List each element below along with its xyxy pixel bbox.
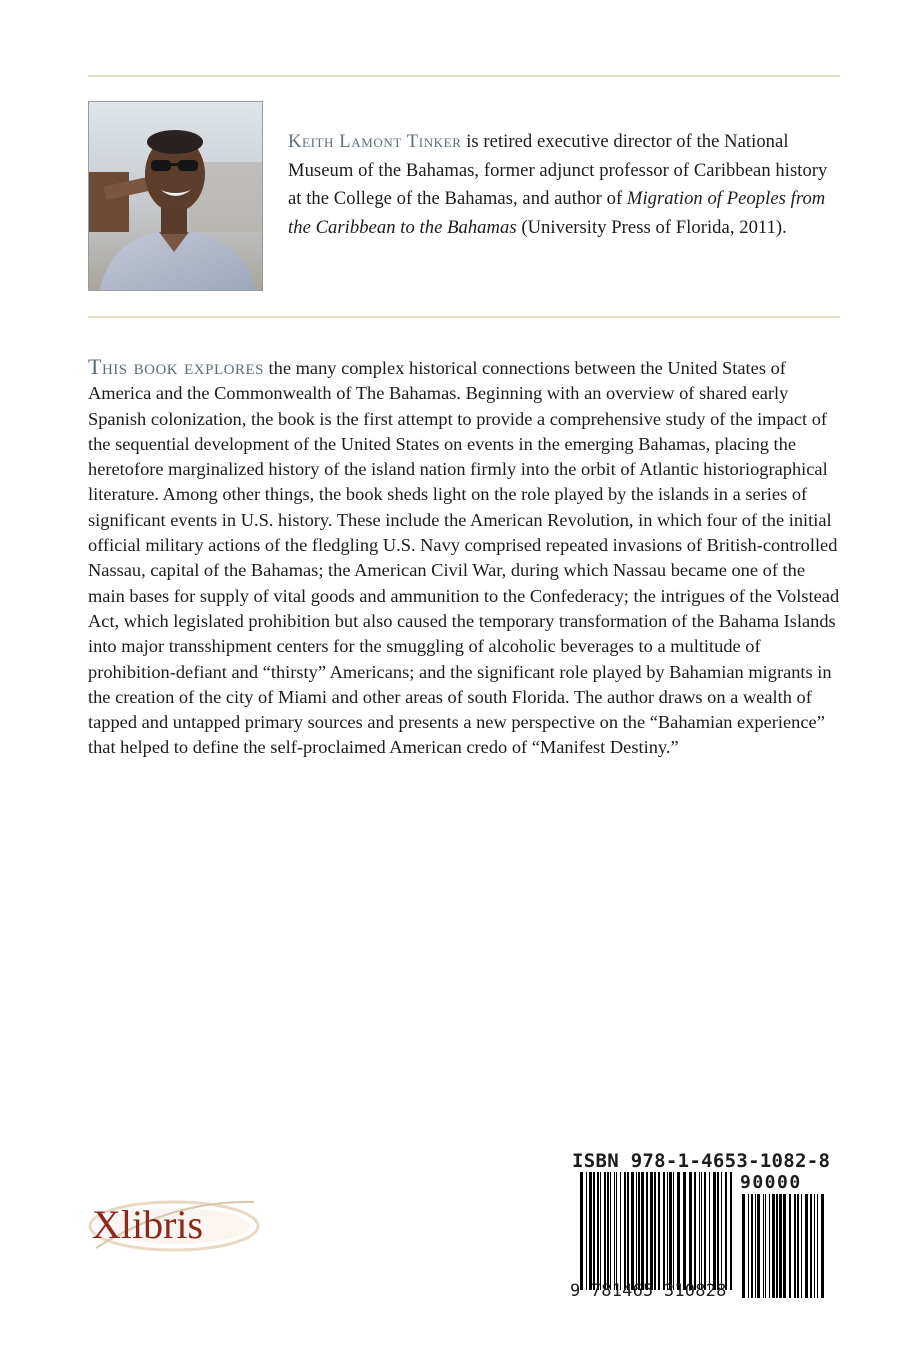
barcode-bar [624,1172,626,1290]
barcode-bar [627,1172,629,1290]
barcode-bar [589,1172,592,1290]
author-bio [288,128,840,242]
publisher-logo [82,1192,262,1260]
barcode-bar [663,1172,665,1290]
barcode-bar [763,1194,764,1298]
description-lead: This book explores [88,354,264,379]
barcode-bar [730,1172,732,1290]
barcode-bar [620,1172,621,1290]
barcode-bar [689,1172,692,1290]
barcode-bar [797,1194,799,1298]
barcode-bar [650,1172,653,1290]
barcode-bar [593,1172,595,1290]
isbn-label: ISBN 978-1-4653-1082-8 [572,1150,831,1172]
book-description [88,354,840,761]
publisher-logo-text: Xlibris [92,1202,204,1247]
barcode-bar [810,1194,812,1298]
bio-book-title: Migration of Peoples from the Caribbean to the Bahamas [288,188,826,238]
barcode-bar [805,1194,808,1298]
description-body: the many complex historical connections between the United States of America and the Commonwealth of The Bahamas. Beginning with an overview of shared early Spanish colonization, the book is the first attempt to provide a comprehensive study of the impact of the sequential development of the United States on events in the emerging Bahamas, placing the heretofore marginalized history of the island nation firmly into the orbit of Atlantic historiographical literature. Among other things, the book sheds light on the role played by the islands in a series of significant events in U.S. history. These include the American Revolution, in which four of the initial official military actions of the fledgling U.S. Navy comprised repeated invasions of British-controlled Nassau, capital of the Bahamas; the American Civil War, during which Nassau became one of the main bases for supply of vital goods and ammunition to the Confederacy; the intrigues of the Volstead Act, which legislated prohibition but also caused the temporary transformation of the Bahama Islands into major transshipment centers for the smuggling of alcoholic beverages to a multitude of prohibition-defiant and “thirsty” Americans; and the significant role played by Bahamian migrants in the creation of the city of Miami and other areas of south Florida. The author draws on a wealth of tapped and untapped primary sources and presents a new perspective on the “Bahamian experience” that helped to define the self-proclaimed American credo of “Manifest Destiny.” [88,358,840,758]
barcode-bar [704,1172,706,1290]
barcode-bar [765,1194,766,1298]
barcode-bar [769,1194,770,1298]
barcode-bar [709,1172,710,1290]
barcode-bar [658,1172,660,1290]
barcode-bar [610,1172,611,1290]
barcode-bar [636,1172,637,1290]
barcode-bar [616,1172,617,1290]
barcode-bar [638,1172,640,1290]
author-photo [88,101,263,291]
barcode-bar [821,1194,824,1298]
barcode-bar [673,1172,674,1290]
bio-text-2: (University Press of Florida, 2011). [516,216,787,238]
barcode-bar [604,1172,606,1290]
barcode-bar [721,1172,722,1290]
isbn-barcode [570,1150,832,1306]
barcode-bar [631,1172,634,1290]
barcode-bar [641,1172,644,1290]
barcode-bar [757,1194,760,1298]
barcode-bar [779,1194,782,1298]
barcode-bar [646,1172,648,1290]
barcode-bar [683,1172,686,1290]
barcode-bar [694,1172,696,1290]
barcode-bar [580,1172,583,1290]
barcode-bar [677,1172,680,1290]
barcode-addon-number: 90000 [740,1172,802,1193]
barcode-digits: 9 781465 310828 [570,1281,727,1301]
barcode-bar [748,1194,749,1298]
barcode-bar [701,1172,702,1290]
barcode-addon-bars [742,1194,826,1298]
barcode-bar [794,1194,796,1298]
barcode-bar [600,1172,601,1290]
barcode-bar [755,1194,756,1298]
barcode-bar [597,1172,599,1290]
barcode-bar [776,1194,778,1298]
barcode-bar [586,1172,587,1290]
barcode-bar [751,1194,753,1298]
barcode-bar [607,1172,609,1290]
barcode-bar [772,1194,775,1298]
barcode-bar [742,1194,745,1298]
author-name: Keith Lamont Tinker [288,131,462,152]
barcode-bars [580,1172,736,1290]
barcode-bar [713,1172,716,1290]
barcode-bar [654,1172,656,1290]
barcode-bar [699,1172,700,1290]
bio-text-1: is retired executive director of the National Museum of the Bahamas, former adjunct professor of Caribbean history at the College of the Bahamas, and author of [288,131,828,209]
barcode-bar [667,1172,668,1290]
barcode-bar [817,1194,818,1298]
barcode-bar [717,1172,719,1290]
barcode-bar [783,1194,786,1298]
barcode-bar [789,1194,791,1298]
barcode-bar [814,1194,815,1298]
barcode-bar [725,1172,727,1290]
middle-divider [88,316,840,318]
top-divider [88,75,840,77]
barcode-bar [614,1172,615,1290]
barcode-bar [801,1194,802,1298]
barcode-bar [669,1172,672,1290]
